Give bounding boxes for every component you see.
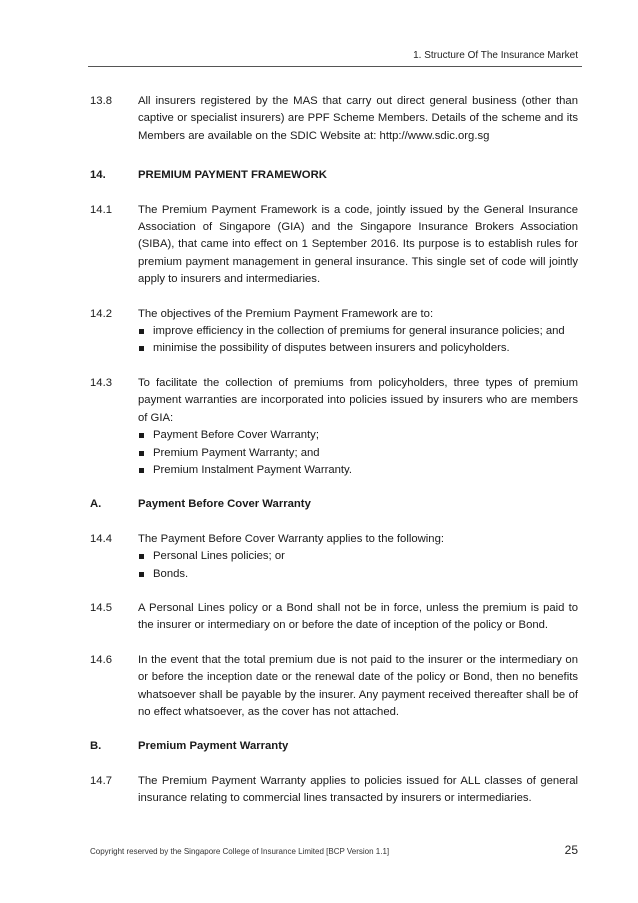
heading-number: 14. — [90, 169, 106, 182]
heading-title: Premium Payment Warranty — [138, 740, 289, 753]
heading-title: Payment Before Cover Warranty — [138, 498, 311, 511]
paragraph-text: The Premium Payment Warranty applies to policies issued for ALL classes of general insurance relating to commercial lines transacted by insurers or intermediaries. — [138, 774, 578, 805]
page-footer — [90, 843, 578, 857]
paragraph-14-1 — [90, 202, 578, 289]
heading-title: PREMIUM PAYMENT FRAMEWORK — [138, 169, 327, 182]
heading-number: A. — [90, 498, 102, 511]
square-bullet-icon — [139, 468, 144, 473]
square-bullet-icon — [139, 433, 144, 438]
paragraph-number: 14.1 — [90, 203, 112, 216]
section-heading-14 — [90, 167, 578, 184]
list-item: Payment Before Cover Warranty; — [138, 427, 578, 444]
bullet-list — [138, 548, 578, 583]
list-item: Bonds. — [138, 566, 578, 583]
list-item: Premium Payment Warranty; and — [138, 445, 578, 462]
square-bullet-icon — [139, 346, 144, 351]
paragraph-number: 14.6 — [90, 653, 112, 666]
bullet-list — [138, 323, 578, 358]
square-bullet-icon — [139, 451, 144, 456]
header-divider — [88, 66, 582, 67]
paragraph-13-8 — [90, 93, 578, 145]
paragraph-intro: To facilitate the collection of premiums from policyholders, three types of premium payment warranties are incorporated into policies issued by insurers who are members of GIA: — [138, 376, 578, 424]
square-bullet-icon — [139, 554, 144, 559]
list-item: Premium Instalment Payment Warranty. — [138, 462, 578, 479]
list-item: Personal Lines policies; or — [138, 548, 578, 565]
section-heading-b — [90, 738, 578, 755]
paragraph-number: 14.3 — [90, 376, 112, 389]
list-item: improve efficiency in the collection of premiums for general insurance policies; and — [138, 323, 578, 340]
paragraph-14-6 — [90, 652, 578, 722]
paragraph-intro: The Payment Before Cover Warranty applies to the following: — [138, 532, 444, 545]
page-number: 25 — [564, 843, 578, 857]
paragraph-14-7 — [90, 773, 578, 808]
paragraph-14-4 — [90, 531, 578, 583]
running-header-title: 1. Structure Of The Insurance Market — [413, 50, 578, 61]
paragraph-number: 14.5 — [90, 601, 112, 614]
paragraph-text: All insurers registered by the MAS that carry out direct general business (other than captive or specialist insurers) are PPF Scheme Members. Details of the scheme and its Members are available on the SDIC Website at: http://www.sdic.org.sg — [138, 95, 578, 142]
paragraph-text: A Personal Lines policy or a Bond shall not be in force, unless the premium is paid to the insurer or intermediary on or before the date of inception of the policy or Bond. — [138, 601, 578, 632]
heading-number: B. — [90, 740, 102, 753]
bullet-list — [138, 427, 578, 479]
paragraph-14-5 — [90, 600, 578, 635]
paragraph-number: 14.7 — [90, 774, 112, 787]
paragraph-number: 13.8 — [90, 95, 112, 107]
list-item: minimise the possibility of disputes between insurers and policyholders. — [138, 340, 578, 357]
paragraph-intro: The objectives of the Premium Payment Framework are to: — [138, 307, 434, 320]
paragraph-number: 14.2 — [90, 307, 112, 320]
copyright-notice: Copyright reserved by the Singapore College of Insurance Limited [BCP Version 1.1] — [90, 847, 390, 856]
paragraph-14-2 — [90, 306, 578, 358]
paragraph-14-3 — [90, 375, 578, 479]
square-bullet-icon — [139, 329, 144, 334]
paragraph-number: 14.4 — [90, 532, 112, 545]
page-content — [90, 93, 578, 808]
square-bullet-icon — [139, 572, 144, 577]
paragraph-text: The Premium Payment Framework is a code, jointly issued by the General Insurance Association of Singapore (GIA) and the Singapore Insurance Brokers Association (SIBA), that came into effect on 1 September 2016. Its purpose is to establish rules for premium payment management in general insurance. This single set of code will jointly apply to insurers and intermediaries. — [138, 203, 578, 286]
section-heading-a — [90, 496, 578, 513]
paragraph-text: In the event that the total premium due is not paid to the insurer or the intermediary on or before the inception date or the renewal date of the policy or Bond, then no benefits whatsoever shall be payable by the insurer. Any payment received thereafter shall be of no effect whatsoever, as the cover has not attached. — [138, 653, 578, 718]
